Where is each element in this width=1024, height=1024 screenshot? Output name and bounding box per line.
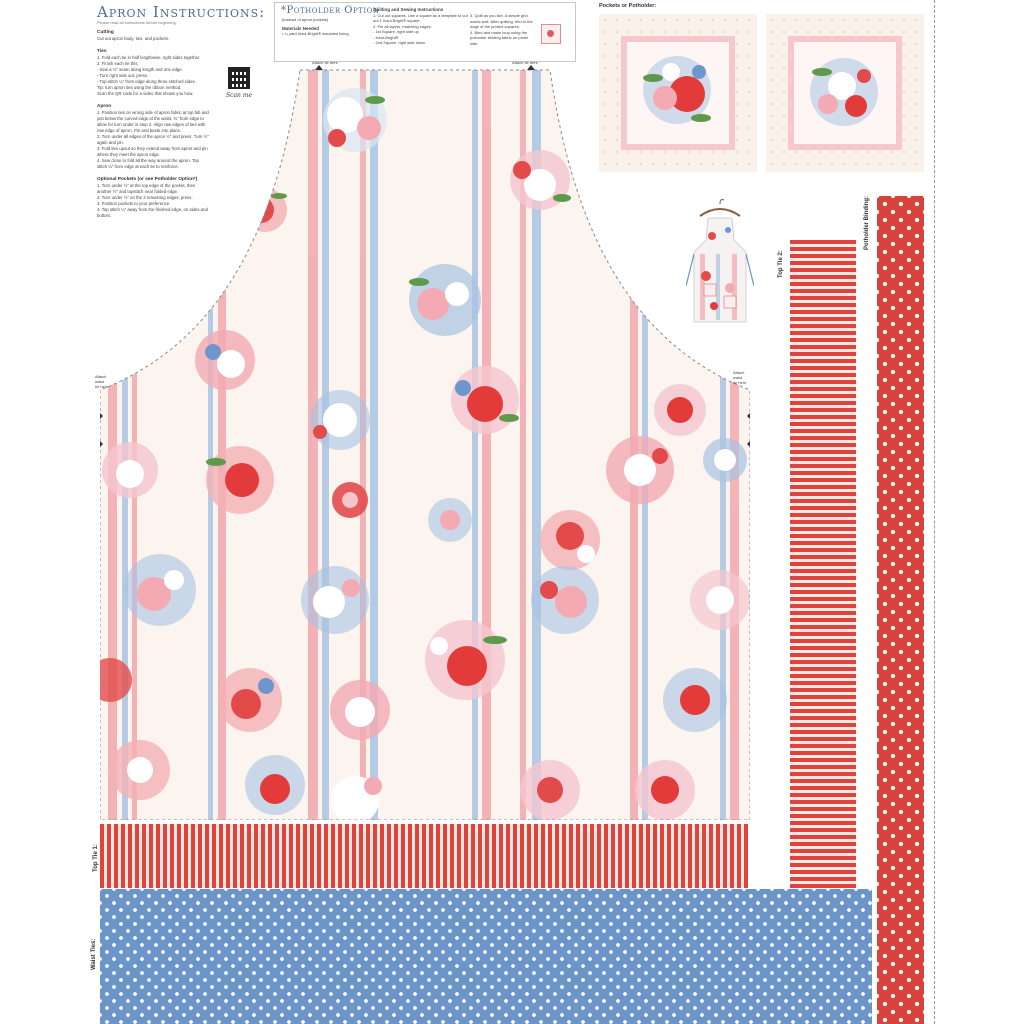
apron-heading: Apron [97, 104, 112, 109]
ties-step: Scan the QR code for a video that shows you how. [97, 91, 194, 96]
pockets-step: 3. Position pockets to your preference. [97, 201, 171, 206]
attach-waist-left-line: waist [95, 379, 105, 384]
attach-waist-right-line: Attach [733, 370, 745, 375]
pocket-left [599, 14, 757, 172]
ties-step: Tip: turn apron ties using the ribbon method. [97, 85, 182, 90]
quilting-heading: Quilting and Sewing Instructions [373, 7, 444, 12]
top-tie-2-strip [790, 240, 856, 888]
waist-ties-label: Waist Ties: [91, 938, 97, 970]
apron-step: 2. Turn under all edges of the apron ½" and press. Turn ½" again and pin. [97, 134, 209, 145]
top-tie-1-label: Top Tie 1: [93, 844, 99, 872]
ties-step: 1. Fold each tie in half lengthwise, right sides together. [97, 55, 201, 60]
cut-guide-line [934, 0, 935, 1024]
pockets-heading: Optional Pockets (or see Potholder Option*) [97, 177, 198, 182]
quilting-step: 2. Pin all layers, matching edges: [373, 23, 432, 29]
cutting-heading: Cutting [97, 30, 114, 35]
pocket-right [766, 14, 924, 172]
pocket-left-bouquet [627, 42, 729, 144]
attach-waist-left-line: Attach [95, 374, 107, 379]
attach-waist-label-right [733, 370, 746, 385]
materials-text: • ¼ yard Insul-Bright® insulated lining [282, 31, 349, 36]
ties-step: - Turn right side out, press. [97, 73, 149, 78]
scan-me-label: Scan me [226, 92, 253, 99]
top-tie-1-strip [100, 824, 748, 888]
ties-step: - Top-stitch ¼" from edge along three stitched sides. [97, 79, 196, 84]
potholder-col2 [373, 7, 468, 46]
potholder-binding-strip [877, 196, 924, 1024]
attach-tie-label-left: Attach tie here [312, 60, 338, 65]
materials-heading: Materials Needed [282, 25, 320, 31]
quilting-step: - 1st Square, right side up [373, 29, 419, 34]
apron-step: 1. Position ties on wrong side of apron fabric at top bib and just below the curved edge at the waist, ¾" from edge to allow for turn under in step 2. Align raw edges of ties with raw edge of apron. Pin and baste into place. [97, 110, 209, 133]
apron-body [100, 60, 750, 820]
quilting-step: 4. Bind and make loop using the potholder binding fabric on panel side. [470, 29, 529, 46]
quilting-step: - 2nd Square, right side down [373, 40, 426, 45]
attach-waist-right-line: tie here [733, 380, 747, 385]
potholder-binding-label: Potholder Binding: [864, 196, 870, 250]
waist-ties-strip [100, 889, 872, 1024]
potholder-col1 [282, 17, 362, 37]
quilting-step: - Insul-Bright® [373, 34, 399, 40]
potholder-icon [541, 24, 561, 44]
apron-illustration-icon [686, 196, 754, 326]
pocket-right-frame [788, 36, 902, 150]
attach-tie-label-right: Attach tie here [512, 60, 538, 65]
apron-step: 4. Sew close to fold all the way around the apron. Top stitch ¼" from edge at each tie to reinforce. [97, 158, 199, 169]
pocket-left-frame [621, 36, 735, 150]
ties-heading: Ties [97, 49, 107, 54]
potholder-title: *Potholder Option [281, 5, 380, 16]
pockets-step: 4. Top stitch ¼" away from the finished edge, on sides and bottom. [97, 207, 208, 218]
ties-step: 2. Finish each tie this: [97, 61, 139, 66]
attach-waist-right-line: waist [733, 375, 743, 380]
ties-step: - Sew a ¼" seam along length and one edge. [97, 67, 183, 72]
pocket-right-bouquet [794, 42, 896, 144]
attach-waist-left-line: tie here [95, 384, 109, 389]
potholder-subtitle: (instead of apron pockets) [282, 17, 329, 22]
top-tie-2-label: Top Tie 2: [778, 250, 784, 278]
pockets-step: 1. Turn under ½" at the top edge of the pocket, then another ½" and topstitch near folded edge. [97, 183, 196, 194]
pockets-label: Pockets or Potholder: [599, 3, 657, 9]
attach-waist-label-left [95, 374, 108, 389]
pockets-step: 2. Turn under ½" on the 3 remaining edges, press. [97, 195, 193, 200]
apron-step: 3. Fold ties upout so they extend away from apron and pin where they meet the apron edge. [97, 146, 208, 157]
instructions-title: Apron Instructions: [97, 3, 266, 21]
apron-shape [100, 60, 750, 820]
cutting-text: Cut out apron body, ties, and pockets. [97, 36, 170, 41]
instructions-subtitle: Please read all instructions before beginning. [97, 20, 177, 25]
quilting-step: 3. Quilt as you like. A simple grid works well. After quilting, trim to the edge of the printed squares. [470, 13, 533, 29]
potholder-col3 [470, 13, 536, 46]
quilting-step: 1. Cut out squares. Use a square as a template to cut out 1 Insul-Bright® square. [373, 12, 468, 23]
